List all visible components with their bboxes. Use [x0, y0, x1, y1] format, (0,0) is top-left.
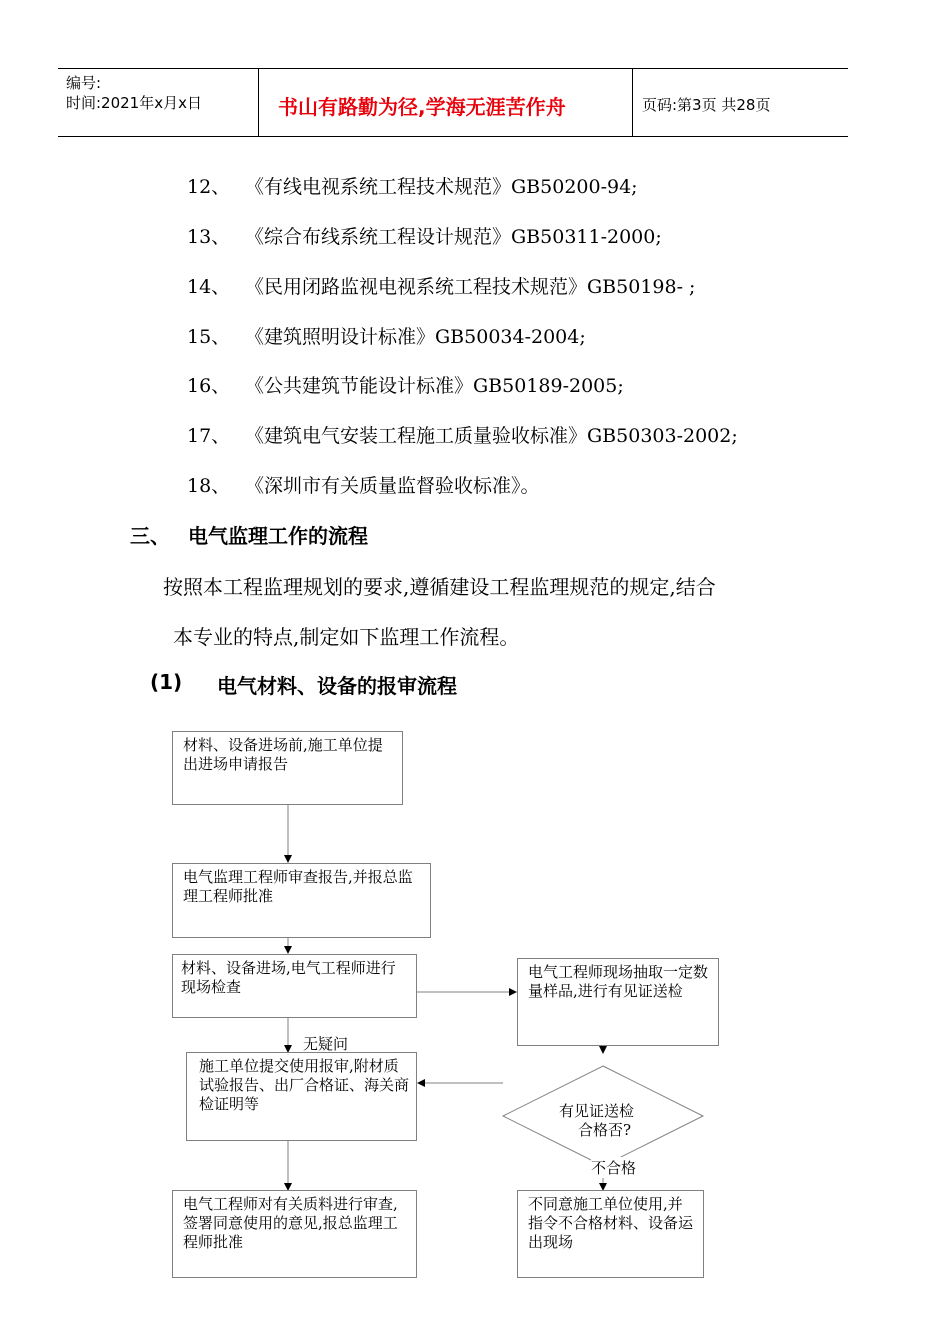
header-motto: 书山有路勤为径,学海无涯苦作舟: [278, 95, 566, 119]
flow-box-approve-use: 电气工程师对有关质料进行审查,签署同意使用的意见,报总监理工程师批准: [172, 1190, 417, 1278]
subsection-number: (1): [150, 670, 183, 694]
flow-box-submit-approval: 施工单位提交使用报审,附材质试验报告、出厂合格证、海关商检证明等: [186, 1052, 417, 1141]
flow-box-entry-application: 材料、设备进场前,施工单位提出进场申请报告: [172, 731, 403, 805]
paragraph-line-2: 本专业的特点,制定如下监理工作流程。: [173, 625, 520, 649]
flow-box-review-report: 电气监理工程师审查报告,并报总监理工程师批准: [172, 863, 431, 938]
subsection-title: 电气材料、设备的报审流程: [217, 674, 457, 698]
time-label: 时间:2021年x月x日: [66, 94, 202, 112]
doc-number-label: 编号:: [66, 74, 102, 92]
section-number: 三、: [130, 524, 170, 548]
decision-text-line2: 合格否?: [578, 1121, 632, 1139]
decision-text-line1: 有见证送检: [559, 1102, 635, 1120]
edge-label-fail: 不合格: [591, 1159, 637, 1177]
section-title: 电气监理工作的流程: [188, 524, 368, 548]
flow-box-site-inspection: 材料、设备进场,电气工程师进行现场检查: [172, 954, 417, 1018]
paragraph-line-1: 按照本工程监理规划的要求,遵循建设工程监理规范的规定,结合: [163, 575, 716, 599]
flow-box-sample-testing: 电气工程师现场抽取一定数量样品,进行有见证送检: [517, 958, 719, 1046]
edge-label-no-doubt: 无疑问: [303, 1035, 349, 1053]
page-number-label: 页码:第3页 共28页: [642, 96, 771, 114]
flow-box-reject-removal: 不同意施工单位使用,并指令不合格材料、设备运出现场: [517, 1190, 704, 1278]
